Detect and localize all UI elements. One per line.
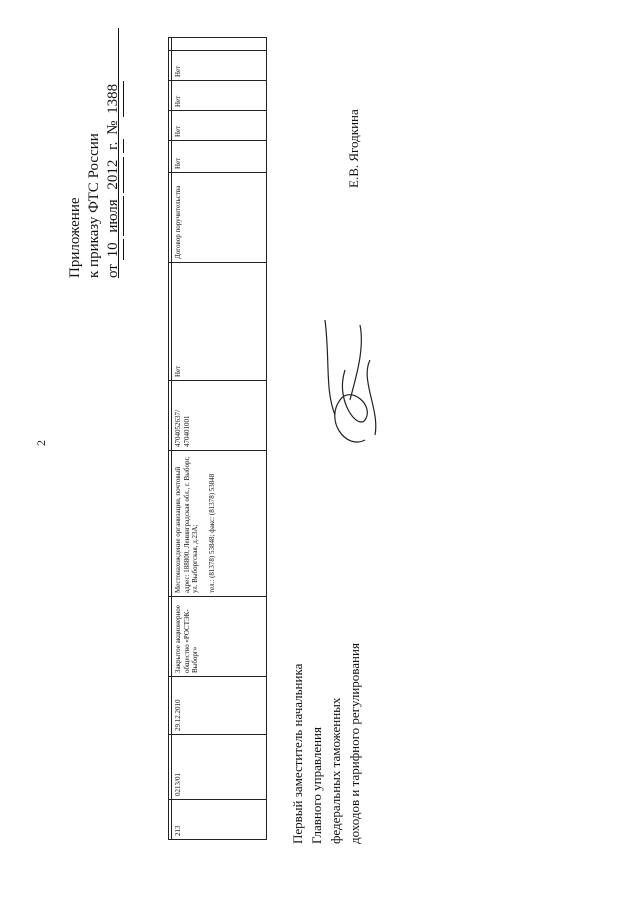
flag-cell-3: Нет [172,81,267,111]
appendix-year: 2012 [104,157,124,193]
security-type-cell: Договор поручительства [172,173,267,263]
registry-table [168,37,267,840]
appendix-date-line [104,81,124,278]
date-cell: 29.12.2010 [172,677,267,735]
contacts-text: тел.: (81378) 53848; факс: (81378) 53848 [207,473,216,593]
appendix-year-suffix: г. [104,139,124,153]
signatory-line-3: федеральных таможенных [328,697,343,844]
address-text: Местонахождение организации, почтовый адрес: 188800, Ленинградская обл., г. Выборг, ул. Выборгская, д.23А; [174,456,199,593]
appendix-order-ref: к приказу ФТС России [86,133,102,278]
table-row [172,38,267,840]
appendix-title: Приложение [67,197,83,278]
row-number-cell: 213 [172,800,267,840]
handwritten-signature [305,310,405,460]
appendix-month: июля [104,196,124,235]
empty-cell [172,38,267,51]
signatory-position [288,643,364,844]
appendix-number-sign: № [105,120,121,135]
address-cell [172,451,267,597]
appendix-underline [118,28,119,278]
page-number: 2 [34,440,48,446]
appendix-day: 10 [104,239,124,260]
signer-name: Е.В. Ягодкина [346,109,361,188]
inn-kpp-cell: 4704052637/ 470401001 [172,381,267,451]
appendix-date-prefix: от [105,264,121,278]
flag-cell-1: Нет [172,141,267,173]
flag-cell-2: Нет [172,111,267,141]
registry-number-cell: 0213/01 [172,735,267,800]
signatory-line-1: Первый заместитель начальника [290,663,305,844]
branches-cell: Нет [172,263,267,381]
organization-name-cell: Закрытое акционерное общество «РОСТЭК-Выборг» [172,597,267,677]
flag-cell-4: Нет [172,51,267,81]
signatory-line-4: доходов и тарифного регулирования [347,643,362,844]
signatory-line-2: Главного управления [309,727,324,844]
appendix-header [66,81,124,278]
appendix-number: 1388 [104,81,124,117]
